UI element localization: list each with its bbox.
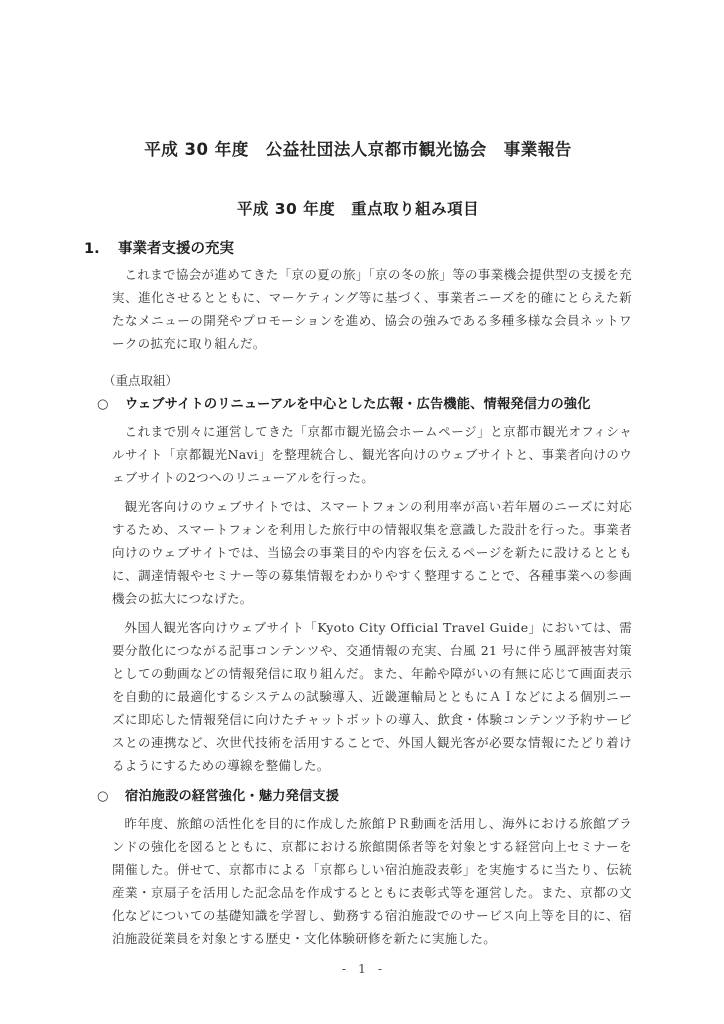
section-intro-paragraph: これまで協会が進めてきた「京の夏の旅」「京の冬の旅」等の事業機会提供型の支援を充実、進化させるとともに、マーケティング等に基づく、事業者ニーズを的確にとらえた新たなメニューの開発やプロモーションを進め、協会の強みである多種多様な会員ネットワークの拡充に取り組んだ。 (112, 267, 632, 351)
item-heading: ウェブサイトのリニューアルを中心とした広報・広告機能、情報発信力の強化 (125, 397, 591, 412)
circle-marker-icon: ○ (97, 789, 109, 804)
section-heading-row (84, 239, 632, 260)
item-paragraph: 昨年度、旅館の活性化を目的に作成した旅館ＰＲ動画を活用し、海外における旅館ブランドの強化を図るとともに、京都における旅館関係者等を対象とする経営向上セミナーを開催した。併せて、京都市による「京都らしい宿泊施設表彰」を実施するに当たり、伝統産業・京扇子を活用した記念品を作成するとともに表彰式等を運営した。また、京都の文化などについての基礎知識を学習し、勤務する宿泊施設でのサービス向上等を目的に、宿泊施設従業員を対象とする歴史・文化体験研修を新たに実施した。 (112, 816, 632, 946)
focus-item-website-renewal (84, 393, 632, 777)
section-heading: 事業者支援の充実 (118, 241, 234, 257)
focus-item-lodging-support (84, 785, 632, 950)
item-paragraph: 外国人観光客向けウェブサイト「Kyoto City Official Travel Guide」においては、需要分散化につながる記事コンテンツや、交通情報の充実、台風 21 号に伴う風評被害対策としての動画などの情報発信に取り組んだ。また、年齢や障がいの有無に応じて画面表示を自動的に最適化するシステムの試験導入、近畿運輸局とともにＡＩなどによる個別ニーズに即応した情報発信に向けたチャットボットの導入、飲食・体験コンテンツ予約サービスとの連携など、次世代技術を活用することで、外国人観光客が必要な情報にたどり着けるようにするための導線を整備した。 (112, 620, 632, 773)
item-heading-row (84, 785, 632, 808)
item-heading-row (84, 393, 632, 416)
circle-marker-icon: ○ (97, 397, 109, 412)
item-paragraph: 観光客向けのウェブサイトでは、スマートフォンの利用率が高い若年層のニーズに対応するため、スマートフォンを利用した旅行中の情報収集を意識した設計を行った。事業者向けのウェブサイトでは、当協会の事業目的や内容を伝えるページを新たに設けるとともに、調達情報やセミナー等の募集情報をわかりやすく整理することで、各種事業への参画機会の拡大につなげた。 (112, 499, 632, 606)
document-subtitle: 平成 30 年度 重点取り組み項目 (236, 200, 480, 218)
focus-group-label: （重点取組） (103, 373, 179, 388)
section-number: 1. (84, 241, 100, 257)
item-heading: 宿泊施設の経営強化・魅力発信支援 (125, 789, 340, 804)
document-title: 平成 30 年度 公益社団法人京都市観光協会 事業報告 (144, 140, 572, 159)
item-paragraph: これまで別々に運営してきた「京都市観光協会ホームページ」と京都市観光オフィシャルサイト「京都観光Navi」を整理統合し、観光客向けのウェブサイトと、事業者向けのウェブサイトの2つへのリニューアルを行った。 (112, 424, 632, 485)
page-number: - 1 - (341, 961, 383, 976)
